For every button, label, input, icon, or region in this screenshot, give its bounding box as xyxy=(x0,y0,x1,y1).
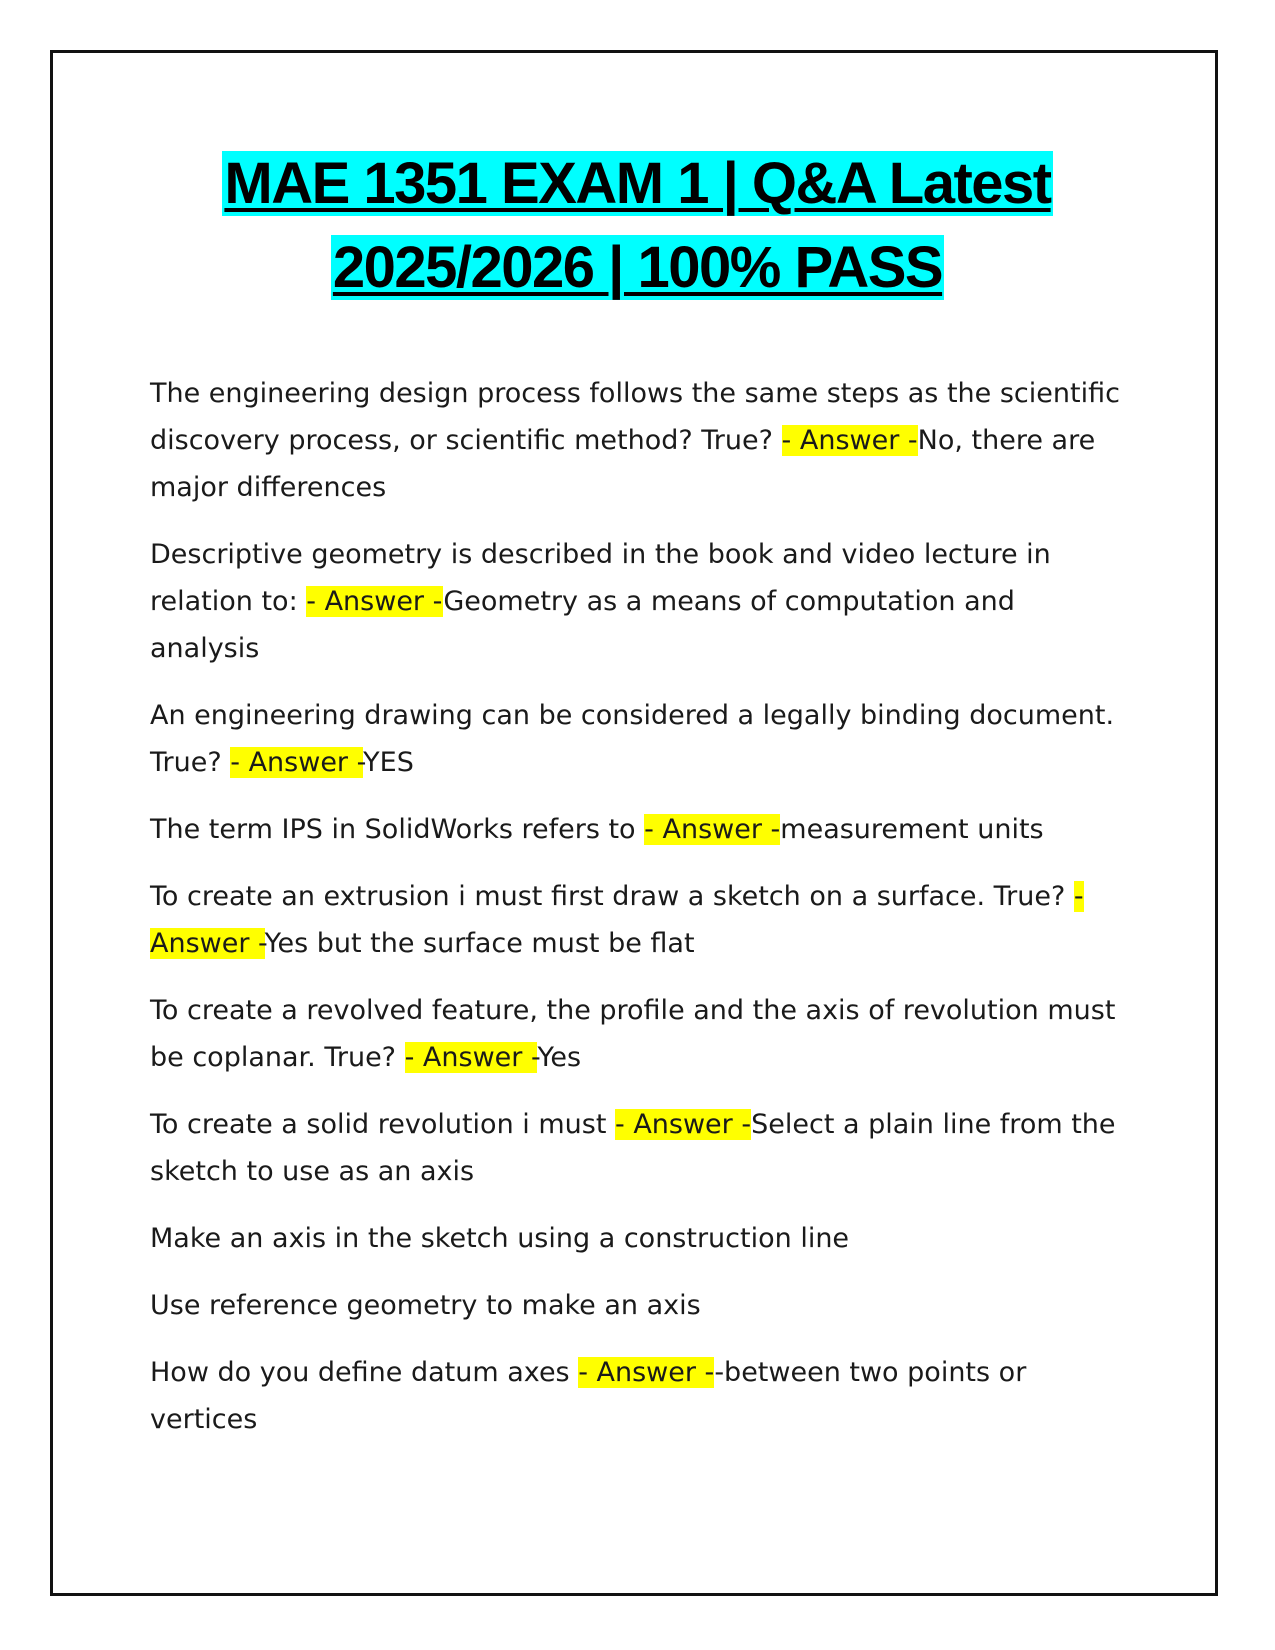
answer-marker: - Answer - xyxy=(230,747,364,778)
answer-text: YES xyxy=(363,747,414,778)
answer-marker: - Answer - xyxy=(615,1109,752,1140)
question-text: An engineering drawing can be considered a legally binding document. True? xyxy=(150,700,1115,778)
answer-text: -between two points or vertices xyxy=(150,1357,1027,1435)
answer-text: Yes but the surface must be flat xyxy=(264,928,695,959)
answer-marker: - Answer - xyxy=(306,586,444,617)
answer-text: Geometry as a means of computation and analysis xyxy=(150,586,1015,664)
qa-item xyxy=(150,806,1125,853)
qa-item xyxy=(150,987,1125,1081)
answer-continuation-line: Make an axis in the sketch using a construction line xyxy=(150,1223,850,1254)
question-text: To create an extrusion i must first draw a sketch on a surface. True? xyxy=(150,881,1074,912)
qa-item xyxy=(150,1349,1125,1443)
answer-marker: - Answer - xyxy=(578,1357,715,1388)
question-text: How do you define datum axes xyxy=(150,1357,579,1388)
question-text: To create a solid revolution i must xyxy=(150,1109,615,1140)
qa-item xyxy=(150,692,1125,786)
qa-item xyxy=(150,1101,1125,1195)
qa-item xyxy=(150,531,1125,672)
question-text: The term IPS in SolidWorks refers to xyxy=(150,814,645,845)
question-text: Descriptive geometry is described in the book and video lecture in relation to: xyxy=(150,539,1051,617)
title-line-1: MAE 1351 EXAM 1 | Q&A Latest xyxy=(224,151,1051,216)
qa-item xyxy=(150,370,1125,511)
title-line-2: 2025/2026 | 100% PASS xyxy=(332,235,943,300)
question-text: The engineering design process follows the same steps as the scientific discovery process, or scientific method? True? xyxy=(150,378,1120,456)
document-title xyxy=(150,142,1125,310)
answer-marker: - Answer - xyxy=(150,881,1084,959)
qa-item xyxy=(150,873,1125,967)
answer-marker: - Answer - xyxy=(781,425,918,456)
qa-content xyxy=(150,370,1125,1463)
answer-text: Yes xyxy=(537,1042,582,1073)
answer-text: Select a plain line from the sketch to use as an axis xyxy=(150,1109,1116,1187)
question-text: To create a revolved feature, the profile and the axis of revolution must be coplanar. True? xyxy=(150,995,1116,1073)
answer-text: No, there are major differences xyxy=(150,425,1096,503)
answer-marker: - Answer - xyxy=(644,814,781,845)
answer-text: measurement units xyxy=(780,814,1044,845)
answer-continuation-line: Use reference geometry to make an axis xyxy=(150,1290,701,1321)
answer-marker: - Answer - xyxy=(404,1042,538,1073)
